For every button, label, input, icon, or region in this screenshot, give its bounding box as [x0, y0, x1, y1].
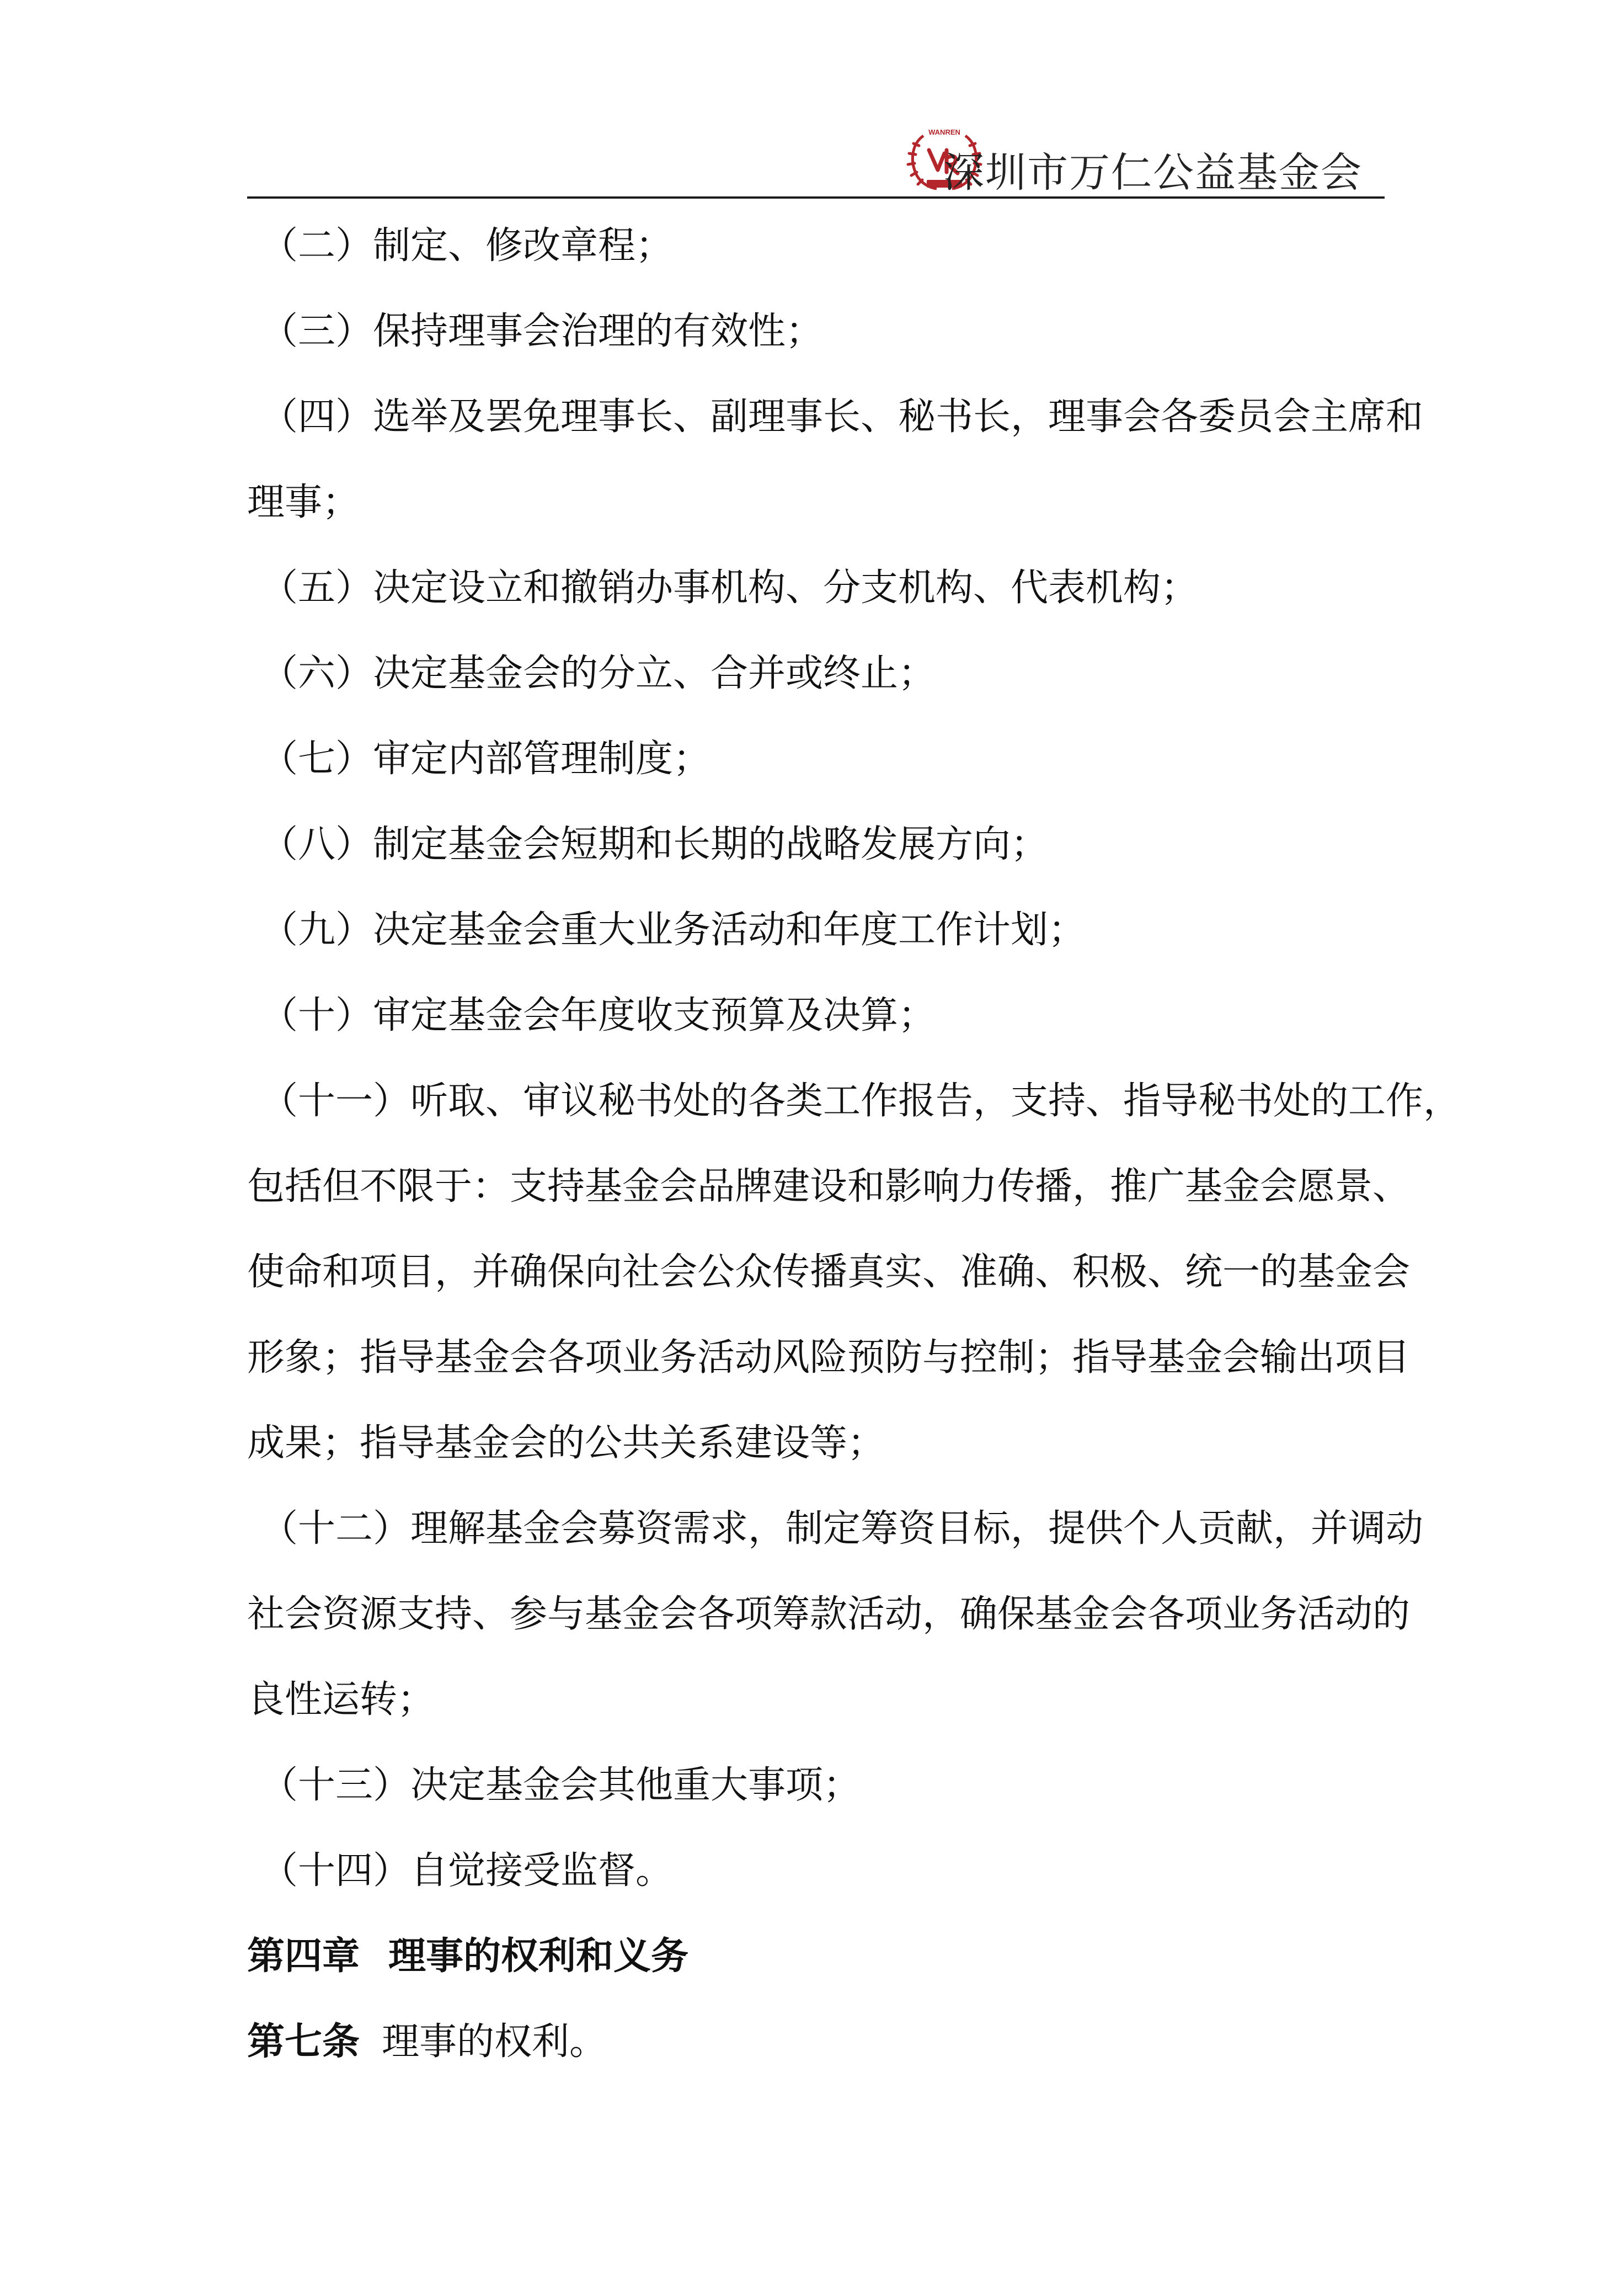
organization-name: 深圳市万仁公益基金会 [943, 149, 1363, 196]
page-header [247, 127, 1385, 199]
list-item: （十二）理解基金会募资需求，制定筹资目标，提供个人贡献，并调动 [260, 1507, 1424, 1551]
list-item: （十一）听取、审议秘书处的各类工作报告，支持、指导秘书处的工作， [260, 1079, 1461, 1123]
list-item: （五）决定设立和撤销办事机构、分支机构、代表机构； [260, 566, 1199, 610]
list-item-continuation: 形象；指导基金会各项业务活动风险预防与控制；指导基金会输出项目 [247, 1336, 1411, 1379]
list-item: （十四）自觉接受监督。 [260, 1849, 674, 1893]
list-item: （二）制定、修改章程； [260, 224, 674, 268]
article-heading [247, 2011, 1385, 2097]
chapter-heading [247, 1926, 1385, 2011]
list-item: （八）制定基金会短期和长期的战略发展方向； [260, 823, 1049, 866]
list-item-continuation: 理事； [247, 481, 360, 524]
article-text: 理事的权利。 [382, 2020, 607, 2064]
list-item: （四）选举及罢免理事长、副理事长、秘书长，理事会各委员会主席和 [260, 395, 1424, 439]
chapter-title: 理事的权利和义务 [388, 1935, 689, 1978]
logo-wordmark: WANREN [928, 128, 960, 136]
header-divider [247, 196, 1385, 199]
list-item-continuation: 包括但不限于：支持基金会品牌建设和影响力传播，推广基金会愿景、 [247, 1165, 1411, 1208]
document-body [247, 215, 1461, 2097]
article-number: 第七条 [247, 2020, 360, 2064]
list-item: （九）决定基金会重大业务活动和年度工作计划； [260, 908, 1086, 952]
list-item: （十三）决定基金会其他重大事项； [260, 1763, 861, 1807]
list-item: （三）保持理事会治理的有效性； [260, 310, 824, 353]
list-item-continuation: 成果；指导基金会的公共关系建设等； [247, 1421, 885, 1465]
list-item-continuation: 社会资源支持、参与基金会各项筹款活动，确保基金会各项业务活动的 [247, 1592, 1411, 1636]
list-item: （十）审定基金会年度收支预算及决算； [260, 994, 936, 1037]
list-item: （六）决定基金会的分立、合并或终止； [260, 652, 936, 695]
chapter-number: 第四章 [247, 1935, 360, 1978]
list-item: （七）审定内部管理制度； [260, 737, 711, 781]
list-item-continuation: 良性运转； [247, 1678, 435, 1722]
list-item-continuation: 使命和项目，并确保向社会公众传播真实、准确、积极、统一的基金会 [247, 1250, 1411, 1294]
